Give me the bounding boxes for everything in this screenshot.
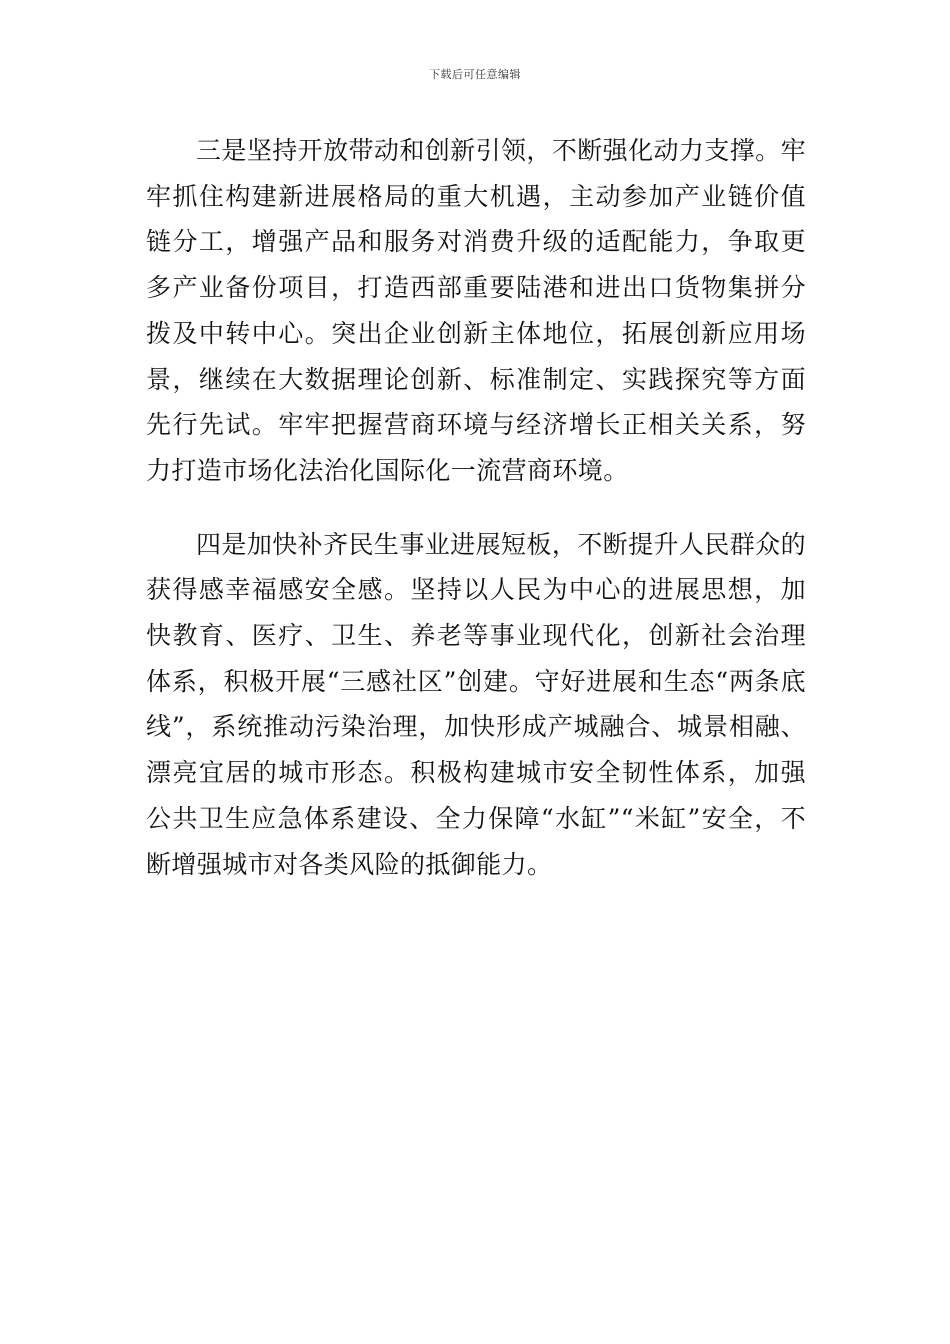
paragraph-openness-innovation: 三是坚持开放带动和创新引领，不断强化动力支撑。牢牢抓住构建新进展格局的重大机遇，主动参加产业链价值链分工，增强产品和服务对消费升级的适配能力，争取更多产业备份项目，打造西部重要陆港和进出口货物集拼分拨及中转中心。突出企业创新主体地位，拓展创新应用场景，继续在大数据理论创新、标准制定、实践探究等方面先行先试。牢牢把握营商环境与经济增长正相关关系，努力打造市场化法治化国际化一流营商环境。 [146, 136, 806, 485]
document-body [146, 128, 806, 887]
paragraph-livelihood: 四是加快补齐民生事业进展短板，不断提升人民群众的获得感幸福感安全感。坚持以人民为中心的进展思想，加快教育、医疗、卫生、养老等事业现代化，创新社会治理体系，积极开展“三感社区”创建。守好进展和生态“两条底线”，系统推动污染治理，加快形成产城融合、城景相融、漂亮宜居的城市形态。积极构建城市安全韧性体系，加强公共卫生应急体系建设、全力保障“水缸”“米缸”安全，不断增强城市对各类风险的抵御能力。 [146, 529, 806, 879]
page-header-note: 下载后可任意编辑 [429, 68, 521, 81]
